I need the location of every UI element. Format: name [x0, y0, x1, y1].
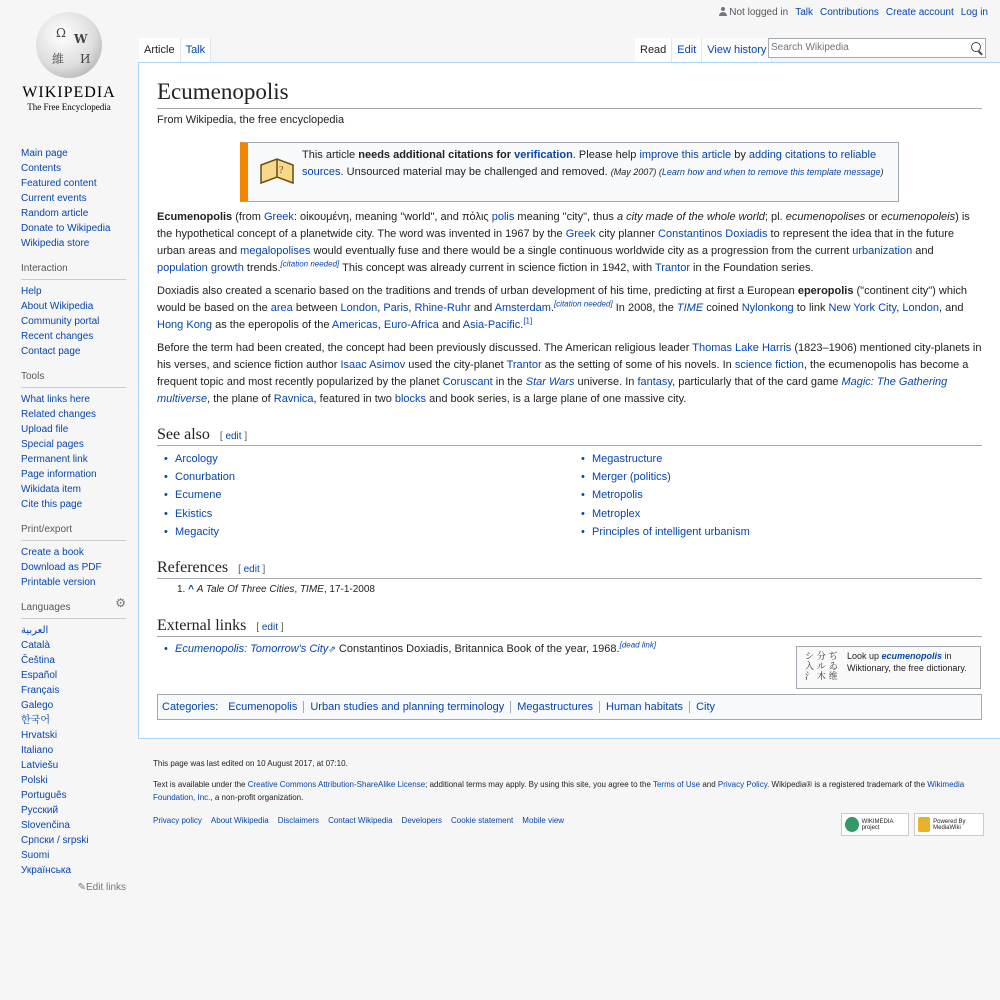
- view-tabs: [635, 38, 772, 62]
- personal-tools: [719, 7, 988, 18]
- sidebar-item-special-pages[interactable]: Special pages: [21, 439, 84, 450]
- link-megalopolises[interactable]: megalopolises: [240, 245, 311, 257]
- wiktionary-box: [796, 646, 981, 689]
- ref-title: A Tale Of Three Cities: [196, 584, 295, 595]
- p-seg: (1823–1906) mentioned city-planets in his verses, and science fiction author: [157, 342, 982, 371]
- link-area[interactable]: area: [270, 302, 293, 314]
- see-also-item[interactable]: Ekistics: [175, 507, 213, 520]
- external-desc: Constantinos Doxiadis, Britannica Book of the year, 1968.: [335, 643, 620, 655]
- ref-backlink[interactable]: ^: [188, 584, 194, 595]
- wikipedia-logo[interactable]: [14, 8, 124, 123]
- license-text: [153, 778, 988, 804]
- lic-seg: ; additional terms may apply. By using this site, you agree to the: [425, 780, 653, 789]
- notice-seg: ): [880, 167, 884, 177]
- p-seg: In 2008, the: [612, 302, 677, 314]
- p-seg: ,: [896, 302, 903, 314]
- sidebar-item-current-events[interactable]: Current events: [21, 193, 87, 204]
- logo-tagline: The Free Encyclopedia: [27, 102, 111, 112]
- notice-seg: This article: [302, 149, 359, 161]
- external-links-title: External links: [157, 617, 247, 634]
- lic-seg: and: [700, 780, 718, 789]
- globe-glyph: W: [74, 32, 88, 46]
- dead-link[interactable]: [dead link]: [619, 640, 657, 650]
- lic-seg: . Wikipedia® is a registered trademark of the: [767, 780, 928, 789]
- license-link[interactable]: Creative Commons Attribution-ShareAlike License: [247, 780, 426, 789]
- link-paris[interactable]: Paris: [383, 302, 409, 314]
- sidebar: [21, 146, 126, 905]
- link-rhine-ruhr[interactable]: Rhine-Ruhr: [414, 302, 471, 314]
- p-seg: coined: [703, 302, 742, 314]
- p-seg: , particularly that of the card game: [672, 376, 842, 388]
- print-portal: [21, 522, 126, 590]
- notice-seg: . Please help: [572, 149, 640, 161]
- notice-seg: needs additional citations for: [358, 149, 515, 161]
- not-logged-in-status: [719, 7, 788, 18]
- references-heading: [157, 559, 982, 579]
- references-title: References: [157, 559, 229, 576]
- languages-portal: [21, 596, 126, 895]
- sidebar-item-help[interactable]: Help: [21, 286, 42, 297]
- p-seg: ; pl.: [764, 211, 786, 223]
- sidebar-item-upload-file[interactable]: Upload file: [21, 424, 69, 435]
- p-seg: ,: [408, 302, 415, 314]
- link-time[interactable]: TIME: [676, 302, 704, 314]
- link-science-fiction[interactable]: science fiction: [734, 359, 804, 371]
- sidebar-item-create-book[interactable]: Create a book: [21, 547, 84, 558]
- wiktionary-link[interactable]: ecumenopolis: [881, 651, 943, 661]
- notice-seg: . Unsourced material may be challenged and removed.: [340, 166, 611, 178]
- sidebar-item-contact[interactable]: Contact page: [21, 346, 81, 357]
- p-seg: ) is the hypothetical concept of a planetwide city. The word was invented in 1967 by the: [157, 211, 970, 240]
- lic-seg: Text is available under the: [153, 780, 248, 789]
- user-icon: [719, 7, 727, 16]
- lang-fi[interactable]: Suomi: [21, 850, 50, 861]
- tab-talk[interactable]: [181, 38, 212, 62]
- tab-article[interactable]: [139, 38, 181, 62]
- ref-number: 1.: [177, 584, 186, 595]
- lang-it[interactable]: Italiano: [21, 745, 54, 756]
- see-also-list-1: [175, 450, 235, 541]
- p-seg: meaning "city", thus: [514, 211, 617, 223]
- p-seg: , the ecumenopolis has become a frequent topic and most recently popularized by the planet: [157, 359, 969, 388]
- link-asia-pacific[interactable]: Asia-Pacific: [462, 319, 521, 331]
- sidebar-item-wikidata[interactable]: Wikidata item: [21, 484, 82, 495]
- last-edited: This page was last edited on 10 August 2017, at 07:10.: [153, 759, 348, 768]
- see-also-item[interactable]: Merger (politics): [592, 471, 671, 484]
- p-seg: .: [550, 302, 554, 314]
- languages-heading: [21, 596, 126, 619]
- p-seg: or: [865, 211, 882, 223]
- ref-date: , 17-1-2008: [323, 584, 375, 595]
- sidebar-item-what-links-here[interactable]: What links here: [21, 394, 90, 405]
- link-polis[interactable]: polis: [491, 211, 515, 223]
- notice-date: (May 2007): [610, 167, 657, 177]
- print-heading: Print/export: [21, 522, 126, 541]
- lang-uk[interactable]: Українська: [21, 865, 72, 876]
- tab-read[interactable]: [635, 38, 672, 62]
- p-seg: ,: [377, 319, 384, 331]
- link-doxiadis[interactable]: Constantinos Doxiadis: [658, 228, 768, 240]
- citation-needed[interactable]: [citation needed]: [553, 299, 613, 309]
- link-urbanization[interactable]: urbanization: [852, 245, 913, 257]
- sidebar-item-contents[interactable]: Contents: [21, 163, 62, 174]
- p-seg: ecumenopoleis: [881, 211, 956, 223]
- badge-label: Powered By MediaWiki: [933, 818, 966, 831]
- gear-icon[interactable]: ⚙: [115, 596, 126, 610]
- lang-sk[interactable]: Slovenčina: [21, 820, 70, 831]
- wk-seg: in Wiktionary, the free dictionary.: [847, 651, 967, 673]
- mediawiki-icon: [918, 817, 930, 832]
- p-seg: city planner: [595, 228, 659, 240]
- link-greek[interactable]: Greek: [263, 211, 294, 223]
- link-amsterdam[interactable]: Amsterdam: [494, 302, 551, 314]
- tools-portal: [21, 369, 126, 512]
- p-seg: and book series, is a large plane of one massive city.: [426, 393, 687, 405]
- verification-link[interactable]: verification: [514, 149, 573, 161]
- see-also-title: See also: [157, 426, 210, 443]
- sidebar-item-donate[interactable]: Donate to Wikipedia: [21, 223, 111, 234]
- see-also-item[interactable]: Conurbation: [175, 471, 235, 484]
- book-question-icon: [257, 151, 297, 191]
- footer-about[interactable]: About Wikipedia: [210, 816, 269, 825]
- p-seg: a city made of the whole world: [616, 211, 765, 223]
- footer-privacy[interactable]: Privacy policy: [153, 816, 202, 825]
- lang-ru[interactable]: Русский: [21, 805, 59, 816]
- see-also-list-2: [592, 450, 750, 541]
- bullet: •: [164, 643, 168, 655]
- external-link-icon: ⇗: [328, 644, 336, 654]
- external-link-item: [164, 640, 657, 655]
- lang-es[interactable]: Español: [21, 670, 58, 681]
- edit-links[interactable]: [21, 880, 126, 895]
- see-also-item[interactable]: Metropolis: [592, 489, 643, 502]
- see-also-item[interactable]: Megacity: [175, 525, 220, 538]
- adding-citations-link[interactable]: adding citations to reliable sources: [302, 149, 877, 178]
- lang-sr[interactable]: Српски / srpski: [21, 835, 89, 846]
- sidebar-item-featured-content[interactable]: Featured content: [21, 178, 97, 189]
- sidebar-item-download-pdf[interactable]: Download as PDF: [21, 562, 102, 573]
- p-seg: in the Foundation series.: [690, 262, 814, 274]
- edit-section: [ edit ]: [238, 564, 266, 575]
- notice-text: [302, 147, 892, 181]
- categories-label[interactable]: Categories: [162, 701, 216, 713]
- reference-list: [177, 584, 375, 595]
- lang-pl[interactable]: Polski: [21, 775, 48, 786]
- see-also-item[interactable]: Megastructure: [592, 453, 663, 465]
- tab-read-label: Read: [640, 44, 667, 56]
- wiktionary-icon: シ 分 ぢ 入 ル ゐ 氵 木 维: [805, 652, 838, 682]
- p-seg: (from: [232, 211, 264, 223]
- lang-fr[interactable]: Français: [21, 685, 60, 696]
- sidebar-item-recent-changes[interactable]: Recent changes: [21, 331, 94, 342]
- category-item[interactable]: Human habitats: [599, 701, 689, 713]
- sidebar-item-about[interactable]: About Wikipedia: [21, 301, 94, 312]
- search-box: [768, 38, 986, 58]
- lang-hr[interactable]: Hrvatski: [21, 730, 58, 741]
- link-london[interactable]: London: [340, 302, 378, 314]
- link-hong-kong[interactable]: Hong Kong: [157, 319, 213, 331]
- edit-links-label: Edit links: [85, 882, 126, 893]
- category-links: Categories : Ecumenopolis Urban studies and planning terminology Megastructures Human habitats City: [157, 694, 982, 720]
- lang-gl[interactable]: Galego: [21, 700, 54, 711]
- p-seg: This concept was already current in science fiction in 1942, with: [339, 262, 655, 274]
- page-title: Ecumenopolis: [157, 78, 982, 109]
- globe-glyph: 維: [52, 52, 65, 66]
- link-ravnica[interactable]: Ravnica: [273, 393, 314, 405]
- lang-cs[interactable]: Čeština: [21, 655, 55, 666]
- link-magic-multiverse[interactable]: Magic: The Gathering multiverse: [157, 376, 948, 405]
- site-sub: From Wikipedia, the free encyclopedia: [157, 114, 345, 126]
- puzzle-globe-icon: [36, 12, 102, 78]
- svg-text:?: ?: [279, 165, 284, 176]
- see-also-item[interactable]: Ecumene: [175, 489, 222, 502]
- tab-view-history[interactable]: [702, 38, 772, 62]
- category-item[interactable]: City: [689, 701, 721, 713]
- footer-contact[interactable]: Contact Wikipedia: [328, 816, 393, 825]
- category-item[interactable]: Ecumenopolis: [228, 701, 298, 713]
- link-blocks[interactable]: blocks: [394, 393, 427, 405]
- sidebar-item-main-page[interactable]: Main page: [21, 148, 68, 159]
- p-seg: and: [912, 245, 934, 257]
- category-item[interactable]: Megastructures: [510, 701, 599, 713]
- notice-seg: by: [731, 149, 749, 161]
- sidebar-item-cite[interactable]: Cite this page: [21, 499, 83, 510]
- languages-heading-text: Languages: [21, 602, 71, 613]
- wikimedia-icon: [845, 817, 859, 832]
- sidebar-item-permanent-link[interactable]: Permanent link: [21, 454, 88, 465]
- p-seg: in the: [492, 376, 526, 388]
- sidebar-item-store[interactable]: Wikipedia store: [21, 238, 90, 249]
- ref-seg: ,: [294, 584, 300, 595]
- terms-link[interactable]: Terms of Use: [652, 780, 701, 789]
- paragraph-2: [157, 283, 982, 334]
- sidebar-item-printable[interactable]: Printable version: [21, 577, 96, 588]
- sidebar-item-page-information[interactable]: Page information: [21, 469, 97, 480]
- p-seg: , featured in two: [313, 393, 395, 405]
- wikimedia-badge[interactable]: [841, 813, 909, 836]
- pencil-icon: ✎: [77, 882, 86, 893]
- link-thomas-lake-harris[interactable]: Thomas Lake Harris: [692, 342, 792, 354]
- p-seg: ("continent city") which would be based on the: [157, 285, 968, 314]
- link-trantor[interactable]: Trantor: [654, 262, 690, 274]
- p-seg: trends.: [243, 262, 281, 274]
- see-also-item[interactable]: Metroplex: [592, 507, 641, 520]
- p-seg: .: [520, 319, 524, 331]
- p-seg: ,: [377, 302, 384, 314]
- status-text: Not logged in: [729, 7, 789, 18]
- badge-label: WIKIMEDIA project: [861, 818, 894, 831]
- link-fantasy[interactable]: fantasy: [637, 376, 673, 388]
- lic-seg: , a non-profit organization.: [210, 793, 304, 802]
- p-seg: between: [292, 302, 341, 314]
- p-seg: used the city-planet: [405, 359, 507, 371]
- contributions-link[interactable]: Contributions: [820, 7, 879, 18]
- link-isaac-asimov[interactable]: Isaac Asimov: [340, 359, 406, 371]
- search-icon[interactable]: [971, 42, 981, 52]
- p-seg: as the eperopolis of the: [212, 319, 332, 331]
- external-link[interactable]: Ecumenopolis: Tomorrow's City: [175, 643, 329, 655]
- link-trantor[interactable]: Trantor: [506, 359, 542, 371]
- ref-publisher: TIME: [299, 584, 324, 595]
- paragraph-1: [157, 209, 982, 277]
- tab-article-label: Article: [144, 44, 175, 56]
- footer-mobile-view[interactable]: Mobile view: [522, 816, 565, 825]
- citation-notice: [240, 142, 899, 202]
- tab-history-label: View history: [707, 44, 767, 56]
- lang-ca[interactable]: Català: [21, 640, 50, 651]
- link-nylonkong[interactable]: Nylonkong: [741, 302, 794, 314]
- lang-lv[interactable]: Latviešu: [21, 760, 59, 771]
- navigation-portal: [21, 146, 126, 251]
- interaction-heading: Interaction: [21, 261, 126, 280]
- namespace-tabs: [139, 38, 211, 62]
- p-seg: eperopolis: [797, 285, 854, 297]
- mediawiki-badge[interactable]: [914, 813, 984, 836]
- login-link[interactable]: Log in: [960, 7, 988, 18]
- see-also-heading: [157, 426, 982, 446]
- improve-article-link[interactable]: improve this article: [639, 149, 732, 161]
- p-seg: , and: [939, 302, 964, 314]
- globe-glyph: И: [80, 52, 91, 66]
- tab-edit[interactable]: [672, 38, 702, 62]
- link-euro-africa[interactable]: Euro-Africa: [383, 319, 439, 331]
- p-seg: ecumenopolises: [785, 211, 866, 223]
- p-seg: and: [470, 302, 495, 314]
- tools-heading: Tools: [21, 369, 126, 388]
- notice-seg: (: [656, 167, 662, 177]
- link-population-growth[interactable]: population growth: [157, 262, 244, 274]
- create-account-link[interactable]: Create account: [885, 7, 954, 18]
- p-seg: to represent the idea that in the future urban areas and: [157, 228, 954, 257]
- p-seg: Doxiadis also created a scenario based on the traditions and trends of urban development of his time, predicting at first a European: [157, 285, 798, 297]
- footer-cookie[interactable]: Cookie statement: [451, 816, 514, 825]
- p-seg: universe. In: [574, 376, 638, 388]
- p-seg: Ecumenopolis: [157, 211, 233, 223]
- wikimedia-foundation-link[interactable]: Wikimedia Foundation, Inc.: [153, 780, 965, 802]
- p-seg: Before the term had been created, the concept had been previously discussed. The American religious leader: [157, 342, 693, 354]
- link-coruscant[interactable]: Coruscant: [442, 376, 493, 388]
- search-input[interactable]: [769, 39, 958, 55]
- link-london[interactable]: London: [902, 302, 940, 314]
- sidebar-item-random-article[interactable]: Random article: [21, 208, 89, 219]
- p-seg: : οἰκουμένη, meaning "world", and πόλις: [293, 211, 492, 223]
- link-greek[interactable]: Greek: [565, 228, 596, 240]
- footer-disclaimers[interactable]: Disclaimers: [277, 816, 320, 825]
- lang-ko[interactable]: 한국어: [21, 715, 50, 726]
- p-seg: as the setting of some of his novels. In: [541, 359, 735, 371]
- see-also-item[interactable]: Principles of intelligent urbanism: [592, 525, 750, 538]
- see-also-item[interactable]: Arcology: [175, 453, 218, 465]
- link-new-york[interactable]: New York City: [828, 302, 897, 314]
- wk-seg: Look up: [847, 651, 882, 661]
- globe-glyph: Ω: [56, 26, 66, 40]
- p-seg: and: [438, 319, 463, 331]
- edit-section: [ edit ]: [219, 431, 248, 442]
- footer-badges: [841, 813, 984, 836]
- link-americas[interactable]: Americas: [331, 319, 378, 331]
- link-star-wars[interactable]: Star Wars: [525, 376, 575, 388]
- talk-link[interactable]: Talk: [795, 7, 813, 18]
- paragraph-3: [157, 340, 982, 408]
- sidebar-item-community-portal[interactable]: Community portal: [21, 316, 100, 327]
- see-also-edit-link[interactable]: edit: [225, 431, 242, 442]
- tab-edit-label: Edit: [677, 44, 697, 56]
- citation-needed[interactable]: [citation needed]: [280, 259, 340, 269]
- privacy-policy-link[interactable]: Privacy Policy: [717, 780, 768, 789]
- edit-section: [ edit ]: [256, 622, 284, 633]
- tab-talk-label: Talk: [185, 44, 206, 56]
- wordmark: WIKIPEDIA: [22, 84, 116, 101]
- footer-developers[interactable]: Developers: [401, 816, 443, 825]
- p-seg: , the plane of: [207, 393, 274, 405]
- sidebar-item-related-changes[interactable]: Related changes: [21, 409, 97, 420]
- interaction-portal: [21, 261, 126, 359]
- p-seg: would eventually fuse and there would be a single continuous worldwide city as a progression from the current: [310, 245, 853, 257]
- external-links-heading: [157, 617, 982, 637]
- learn-how-link[interactable]: Learn how and when to remove this template message: [661, 167, 881, 177]
- category-item[interactable]: Urban studies and planning terminology: [303, 701, 510, 713]
- reference-1[interactable]: [1]: [523, 316, 533, 326]
- lang-ar[interactable]: العربية: [21, 625, 49, 636]
- references-edit-link[interactable]: edit: [243, 564, 260, 575]
- wiktionary-text: [847, 650, 977, 674]
- external-edit-link[interactable]: edit: [261, 622, 278, 633]
- lang-pt[interactable]: Português: [21, 790, 67, 801]
- p-seg: to link: [793, 302, 829, 314]
